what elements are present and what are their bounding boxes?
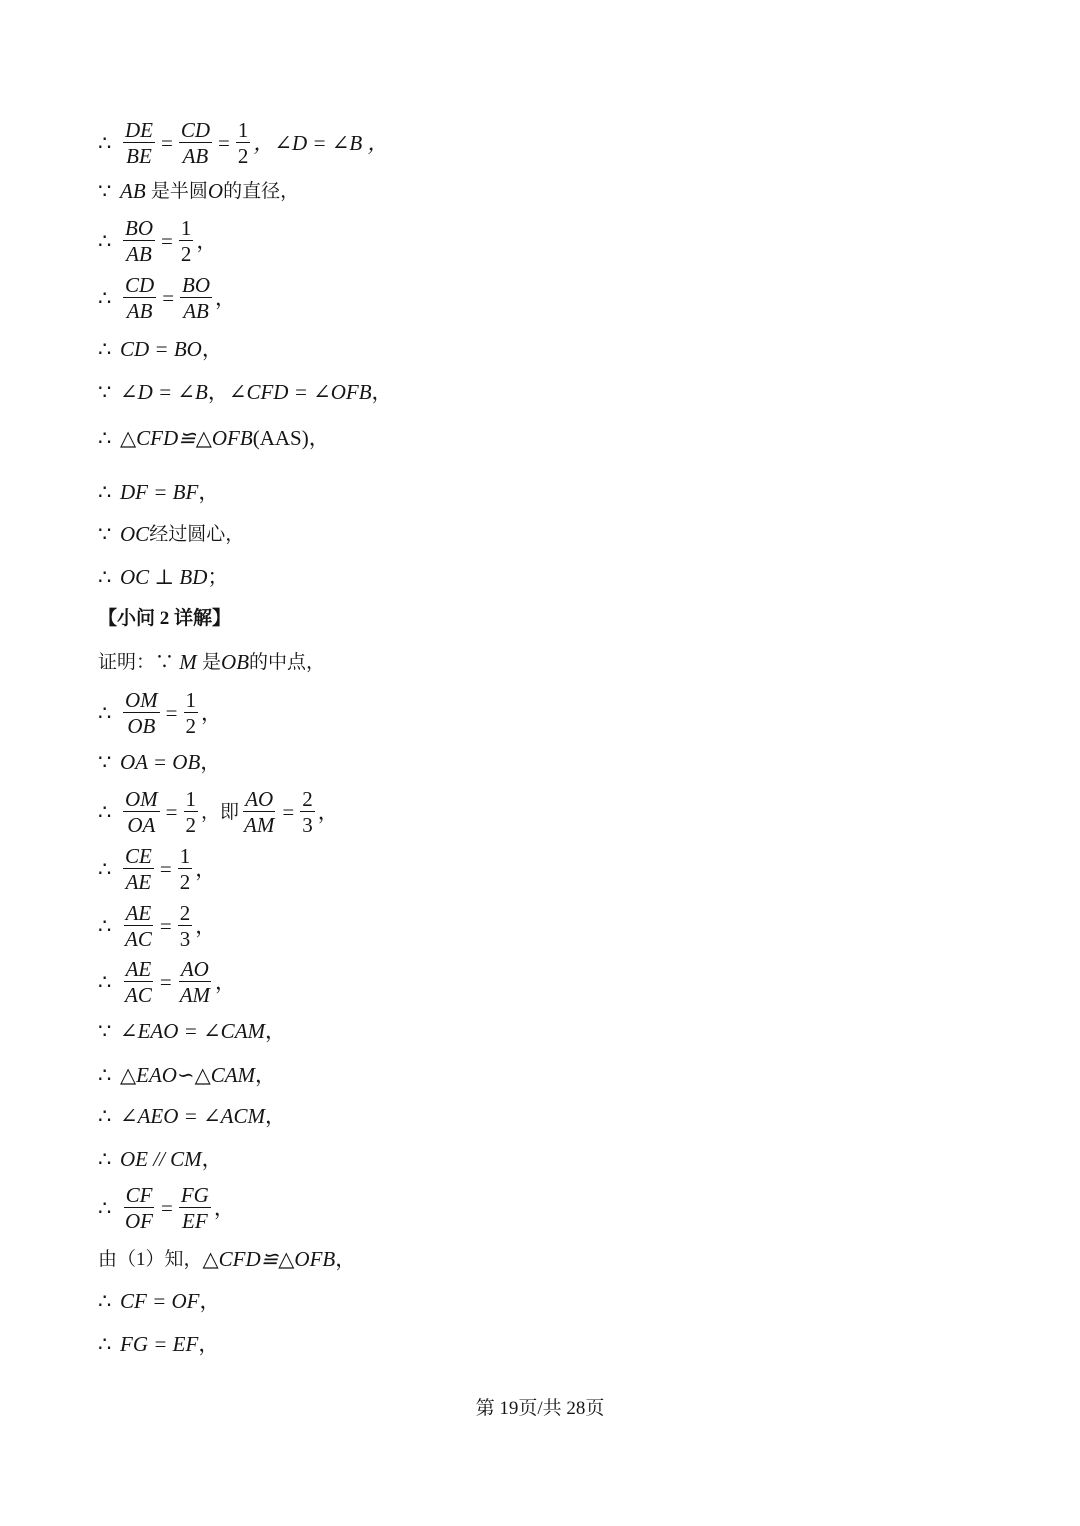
punctuation: ； (207, 565, 229, 589)
punctuation: ， (195, 856, 217, 881)
punctuation: ， (201, 1147, 223, 1171)
proof-line (98, 788, 339, 836)
numerator: AE (125, 901, 152, 925)
therefore-symbol: ∴ (98, 799, 112, 824)
denominator: OF (125, 1209, 153, 1234)
proof-line (98, 428, 330, 449)
denominator: AM (244, 813, 275, 838)
equals-sign: = (159, 913, 172, 938)
because-symbol: ∵ (98, 1019, 112, 1043)
because-symbol: ∵ (98, 750, 112, 774)
proof-line (98, 274, 236, 322)
denominator: OA (127, 813, 156, 838)
punctuation: ， (215, 285, 237, 310)
denominator: 2 (185, 813, 197, 838)
math-text: OC (120, 522, 150, 546)
denominator: AC (125, 927, 152, 952)
fraction (123, 274, 156, 322)
statement-text: 是半圆 (150, 181, 208, 202)
denominator: AC (125, 983, 152, 1008)
proof-line (98, 1291, 221, 1312)
proof-line (98, 382, 393, 403)
therefore-symbol: ∴ (98, 480, 112, 504)
math-text: OB (221, 650, 250, 674)
therefore-symbol: ∴ (98, 1147, 112, 1171)
punctuation: ， (207, 380, 229, 404)
proof-line (98, 1021, 286, 1042)
proof-line (98, 752, 221, 773)
denominator: 3 (179, 927, 191, 952)
proof-line (98, 119, 388, 167)
punctuation: ， (199, 1289, 221, 1313)
denominator: 3 (302, 813, 313, 838)
therefore-symbol: ∴ (98, 285, 112, 310)
fraction (123, 119, 155, 167)
numerator: 1 (237, 118, 249, 142)
punctuation: ， (265, 1019, 287, 1043)
statement-text: 经过圆心， (149, 524, 245, 545)
proof-line (98, 524, 244, 545)
statement-text: 证明：∵ (98, 652, 175, 673)
therefore-symbol: ∴ (98, 1195, 112, 1220)
page-footer: 第 19页/共 28页 (475, 1398, 605, 1419)
equals-sign: = (165, 700, 178, 725)
fraction (178, 902, 193, 950)
proof-line (98, 181, 299, 202)
numerator: OM (125, 688, 158, 712)
statement-text: ，即 (201, 801, 240, 823)
math-text: (AAS) (252, 426, 309, 450)
therefore-symbol: ∴ (98, 856, 112, 881)
numerator: CF (125, 1183, 153, 1207)
therefore-symbol: ∴ (98, 228, 112, 253)
math-text: AB (120, 179, 146, 203)
statement-text: 由（1）知， (98, 1249, 203, 1270)
therefore-symbol: ∴ (98, 700, 112, 725)
punctuation: ， (196, 228, 218, 253)
numerator: 1 (179, 844, 191, 868)
punctuation: ， (265, 1104, 287, 1128)
numerator: 1 (180, 216, 192, 240)
proof-line (98, 1184, 235, 1232)
denominator: OB (127, 714, 156, 739)
therefore-symbol: ∴ (98, 1063, 112, 1087)
numerator: CD (180, 118, 211, 142)
fraction (236, 119, 251, 167)
punctuation: ， (200, 750, 222, 774)
proof-line (98, 902, 216, 950)
equals-sign: = (159, 969, 172, 994)
fraction (178, 845, 193, 893)
numerator: AE (125, 957, 152, 981)
denominator: 2 (180, 242, 192, 267)
numerator: FG (180, 1183, 209, 1207)
math-text: CD = BO (120, 337, 202, 361)
proof-line (98, 482, 219, 503)
because-symbol: ∵ (98, 522, 112, 546)
proof-line (98, 652, 325, 673)
therefore-symbol: ∴ (98, 969, 112, 994)
punctuation: ， (335, 1247, 357, 1271)
punctuation: ， (371, 380, 393, 404)
equals-sign: = (161, 228, 173, 253)
denominator: AB (183, 299, 209, 324)
fraction (184, 788, 199, 836)
fraction (123, 689, 160, 737)
numerator: 1 (185, 787, 197, 811)
punctuation: ， (213, 1195, 235, 1220)
punctuation: ， (198, 1332, 220, 1356)
numerator: CE (125, 844, 152, 868)
fraction (179, 119, 212, 167)
punctuation: ， (255, 1063, 277, 1087)
section-heading (98, 609, 231, 628)
proof-line (98, 567, 228, 588)
proof-line (98, 1106, 286, 1127)
therefore-symbol: ∴ (98, 130, 112, 155)
equals-sign: = (161, 130, 173, 155)
numerator: AO (245, 787, 274, 811)
numerator: 2 (302, 787, 313, 811)
fraction (123, 788, 160, 836)
fraction (123, 958, 154, 1006)
denominator: AM (179, 983, 211, 1008)
because-symbol: ∵ (98, 179, 112, 203)
punctuation: ， (198, 480, 220, 504)
equals-sign: = (165, 799, 178, 824)
fraction (180, 274, 212, 322)
fraction (179, 1184, 211, 1232)
numerator: CD (125, 273, 155, 297)
numerator: 1 (185, 688, 197, 712)
numerator: BO (182, 273, 211, 297)
numerator: OM (125, 787, 158, 811)
math-text: ∠D = ∠B (120, 380, 208, 404)
punctuation: ， (201, 337, 223, 361)
math-text: OA = OB (120, 750, 201, 774)
numerator: BO (125, 216, 153, 240)
statement-text: ，∠D = ∠B ， (253, 130, 389, 155)
denominator: BE (126, 144, 152, 169)
math-text: △EAO∽△CAM (120, 1063, 256, 1087)
numerator: AO (180, 957, 209, 981)
denominator: AB (182, 144, 209, 169)
because-symbol: ∵ (98, 380, 112, 404)
proof-line (98, 1065, 276, 1086)
equals-sign: = (159, 856, 172, 881)
math-text: OE // CM (120, 1147, 202, 1171)
math-text: CF = OF (120, 1289, 200, 1313)
proof-line (98, 1249, 356, 1270)
math-text: O (207, 179, 224, 203)
punctuation: ， (317, 799, 339, 824)
denominator: 2 (179, 870, 191, 895)
therefore-symbol: ∴ (98, 1104, 112, 1128)
fraction (184, 689, 199, 737)
statement-text: 的中点， (249, 652, 326, 673)
proof-line (98, 845, 216, 893)
denominator: 2 (237, 144, 249, 169)
punctuation: ， (195, 913, 217, 938)
math-text: ∠CFD = ∠OFB (228, 380, 372, 404)
equals-sign: = (162, 285, 175, 310)
math-text: DF = BF (120, 480, 199, 504)
statement-text: 的直径， (223, 181, 300, 202)
punctuation: ， (215, 969, 237, 994)
numerator: 2 (179, 901, 191, 925)
therefore-symbol: ∴ (98, 337, 112, 361)
equals-sign: = (282, 799, 295, 824)
denominator: AB (126, 299, 153, 324)
statement-text: 是 (202, 652, 222, 673)
proof-line (98, 1334, 219, 1355)
punctuation: ， (308, 426, 330, 450)
fraction (123, 902, 154, 950)
fraction (300, 788, 315, 836)
fraction (242, 788, 276, 836)
math-text: ∠AEO = ∠ACM (120, 1104, 266, 1128)
math-text: FG = EF (120, 1332, 199, 1356)
denominator: EF (182, 1209, 208, 1234)
fraction (178, 958, 212, 1006)
fraction (123, 217, 155, 265)
proof-line (98, 217, 217, 265)
therefore-symbol: ∴ (98, 1332, 112, 1356)
therefore-symbol: ∴ (98, 913, 112, 938)
proof-line (98, 689, 222, 737)
math-text: OC ⊥ BD (120, 565, 208, 589)
heading-text: 【小问 2 详解】 (98, 608, 232, 629)
fraction (179, 217, 194, 265)
math-text: △CFD≌△OFB (202, 1247, 336, 1271)
math-text: ∠EAO = ∠CAM (120, 1019, 266, 1043)
math-text: M (179, 650, 197, 674)
proof-line (98, 958, 236, 1006)
equals-sign: = (161, 1195, 173, 1220)
math-text: △CFD≌△OFB (120, 426, 253, 450)
therefore-symbol: ∴ (98, 565, 112, 589)
proof-line (98, 339, 223, 360)
therefore-symbol: ∴ (98, 1289, 112, 1313)
therefore-symbol: ∴ (98, 426, 112, 450)
fraction (123, 1184, 155, 1232)
fraction (123, 845, 154, 893)
denominator: AB (126, 242, 152, 267)
numerator: DE (125, 118, 153, 142)
denominator: AE (125, 870, 152, 895)
proof-line (98, 1149, 223, 1170)
equals-sign: = (218, 130, 230, 155)
punctuation: ， (201, 700, 223, 725)
denominator: 2 (185, 714, 197, 739)
